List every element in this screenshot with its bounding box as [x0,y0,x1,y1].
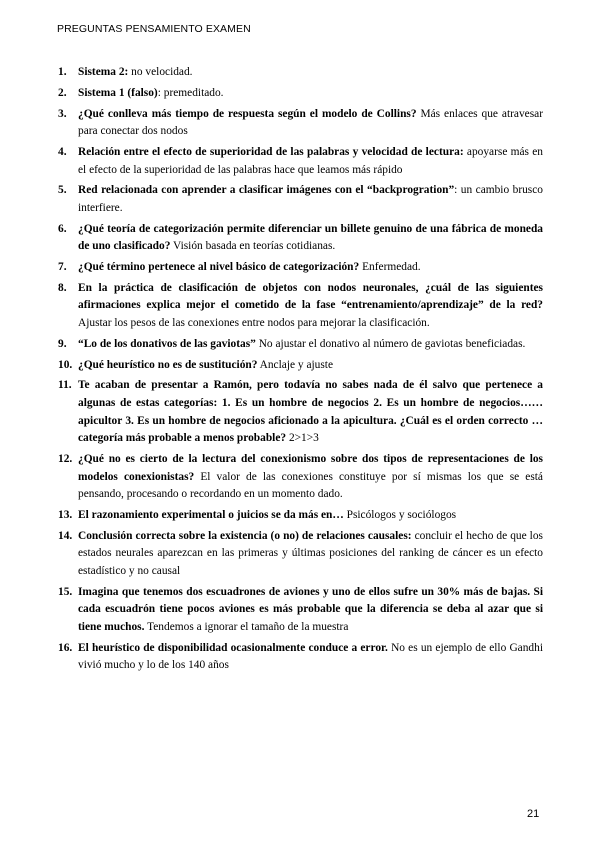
item-answer: Tendemos a ignorar el tamaño de la muestra [144,620,349,633]
list-item [58,451,543,504]
item-number: 12. [58,452,73,465]
item-number: 6. [58,222,67,235]
item-question: ¿Qué teoría de categorización permite diferenciar un billete genuino de una fábrica de moneda de uno clasificado? [78,222,543,253]
page-number: 21 [527,808,540,820]
item-question: Sistema 2: [78,66,129,78]
item-number: 10. [58,358,73,371]
item-answer: no velocidad. [128,66,193,78]
item-question: Red relacionada con aprender a clasificar imágenes con el “backprogration” [78,184,455,197]
item-question: En la práctica de clasificación de objetos con nodos neuronales, ¿cuál de las siguientes afirmaciones explica mejor el cometido de la fase “entrenamiento/aprendizaje” de la red? [78,281,543,312]
item-answer: concluir el hecho de que los estados neurales aparezcan en las primeras y últimas posiciones del ranking de cáncer es un efecto estadístico y no causal [78,529,543,577]
item-number: 13. [58,508,73,521]
item-question: Te acaban de presentar a Ramón, pero todavía no sabes nada de él salvo que pertenece a algunas de estas categorías: 1. Es un hombre de negocios 2. Es un hombre de negocios…… apicultor 3. Es un hombre de negocios aficionado a la apicultura. ¿Cuál es el orden correcto … categoría más probable a menos probable? [78,379,543,445]
item-number: 7. [58,261,67,274]
item-answer: Ajustar los pesos de las conexiones entre nodos para mejorar la clasificación. [78,317,430,330]
list-item [58,221,543,256]
list-item [58,507,543,525]
item-question: El heurístico de disponibilidad ocasionalmente conduce a error. [78,641,388,654]
item-question: ¿Qué no es cierto de la lectura del conexionismo sobre dos tipos de representaciones de los modelos conexionistas? [78,452,543,483]
item-answer: : premeditado. [157,86,224,99]
item-number: 3. [58,107,67,120]
list-item [58,106,543,141]
page-header: PREGUNTAS PENSAMIENTO EXAMEN [57,23,251,35]
item-number: 8. [58,281,67,294]
item-number: 5. [58,184,67,197]
list-item [58,640,543,675]
item-number: 16. [58,641,73,654]
list-item [58,144,543,179]
item-answer: 2>1>3 [286,432,319,445]
item-answer: Enfermedad. [359,261,421,274]
item-answer: No ajustar el donativo al número de gaviotas beneficiadas. [255,337,526,350]
item-number: 4. [58,145,67,158]
item-question: Imagina que tenemos dos escuadrones de aviones y uno de ellos sufre un 30% más de bajas. Si cada escuadrón tiene pocos aviones es más probable que la diferencia se deba al azar que si tiene muchos. [78,585,543,633]
list-item [58,336,543,354]
item-number: 11. [58,379,72,392]
item-answer: : un cambio brusco interfiere. [78,184,543,214]
item-answer: No es un ejemplo de ello Gandhi vivió mucho y lo de los 140 años [78,641,543,672]
item-number: 14. [58,529,73,542]
item-answer: El valor de las conexiones constituye por sí mismas los que se está pensando, procesando o recordando en un momento dado. [78,470,543,501]
item-question: ¿Qué heurístico no es de sustitución? [78,358,258,371]
list-item [58,259,543,277]
item-number: 2. [58,86,67,99]
list-item [58,64,543,82]
list-item [58,584,543,637]
item-question: Relación entre el efecto de superioridad de las palabras y velocidad de lectura: [78,145,464,158]
list-item [58,377,543,447]
list-item [58,528,543,581]
item-number: 1. [58,66,67,78]
list-item [58,182,543,217]
list-item [58,280,543,333]
question-list [58,64,543,678]
item-answer: Anclaje y ajuste [257,358,334,371]
item-answer: apoyarse más en el efecto de la superioridad de las palabras hace que leamos más rápido [78,145,543,176]
item-number: 9. [58,337,67,350]
item-question: Conclusión correcta sobre la existencia (o no) de relaciones causales: [78,529,412,542]
item-question: El razonamiento experimental o juicios se da más en… [78,508,344,521]
item-question: ¿Qué término pertenece al nivel básico de categorización? [78,261,360,274]
item-answer: Más enlaces que atravesar para conectar dos nodos [78,107,543,138]
item-question: “Lo de los donativos de las gaviotas” [78,337,256,350]
list-item [58,357,543,375]
item-question: ¿Qué conlleva más tiempo de respuesta según el modelo de Collins? [78,107,417,120]
item-question: Sistema 1 (falso) [78,86,158,99]
item-number: 15. [58,585,73,598]
item-answer: Psicólogos y sociólogos [343,508,457,521]
list-item [58,85,543,103]
item-answer: Visión basada en teorías cotidianas. [170,240,336,253]
